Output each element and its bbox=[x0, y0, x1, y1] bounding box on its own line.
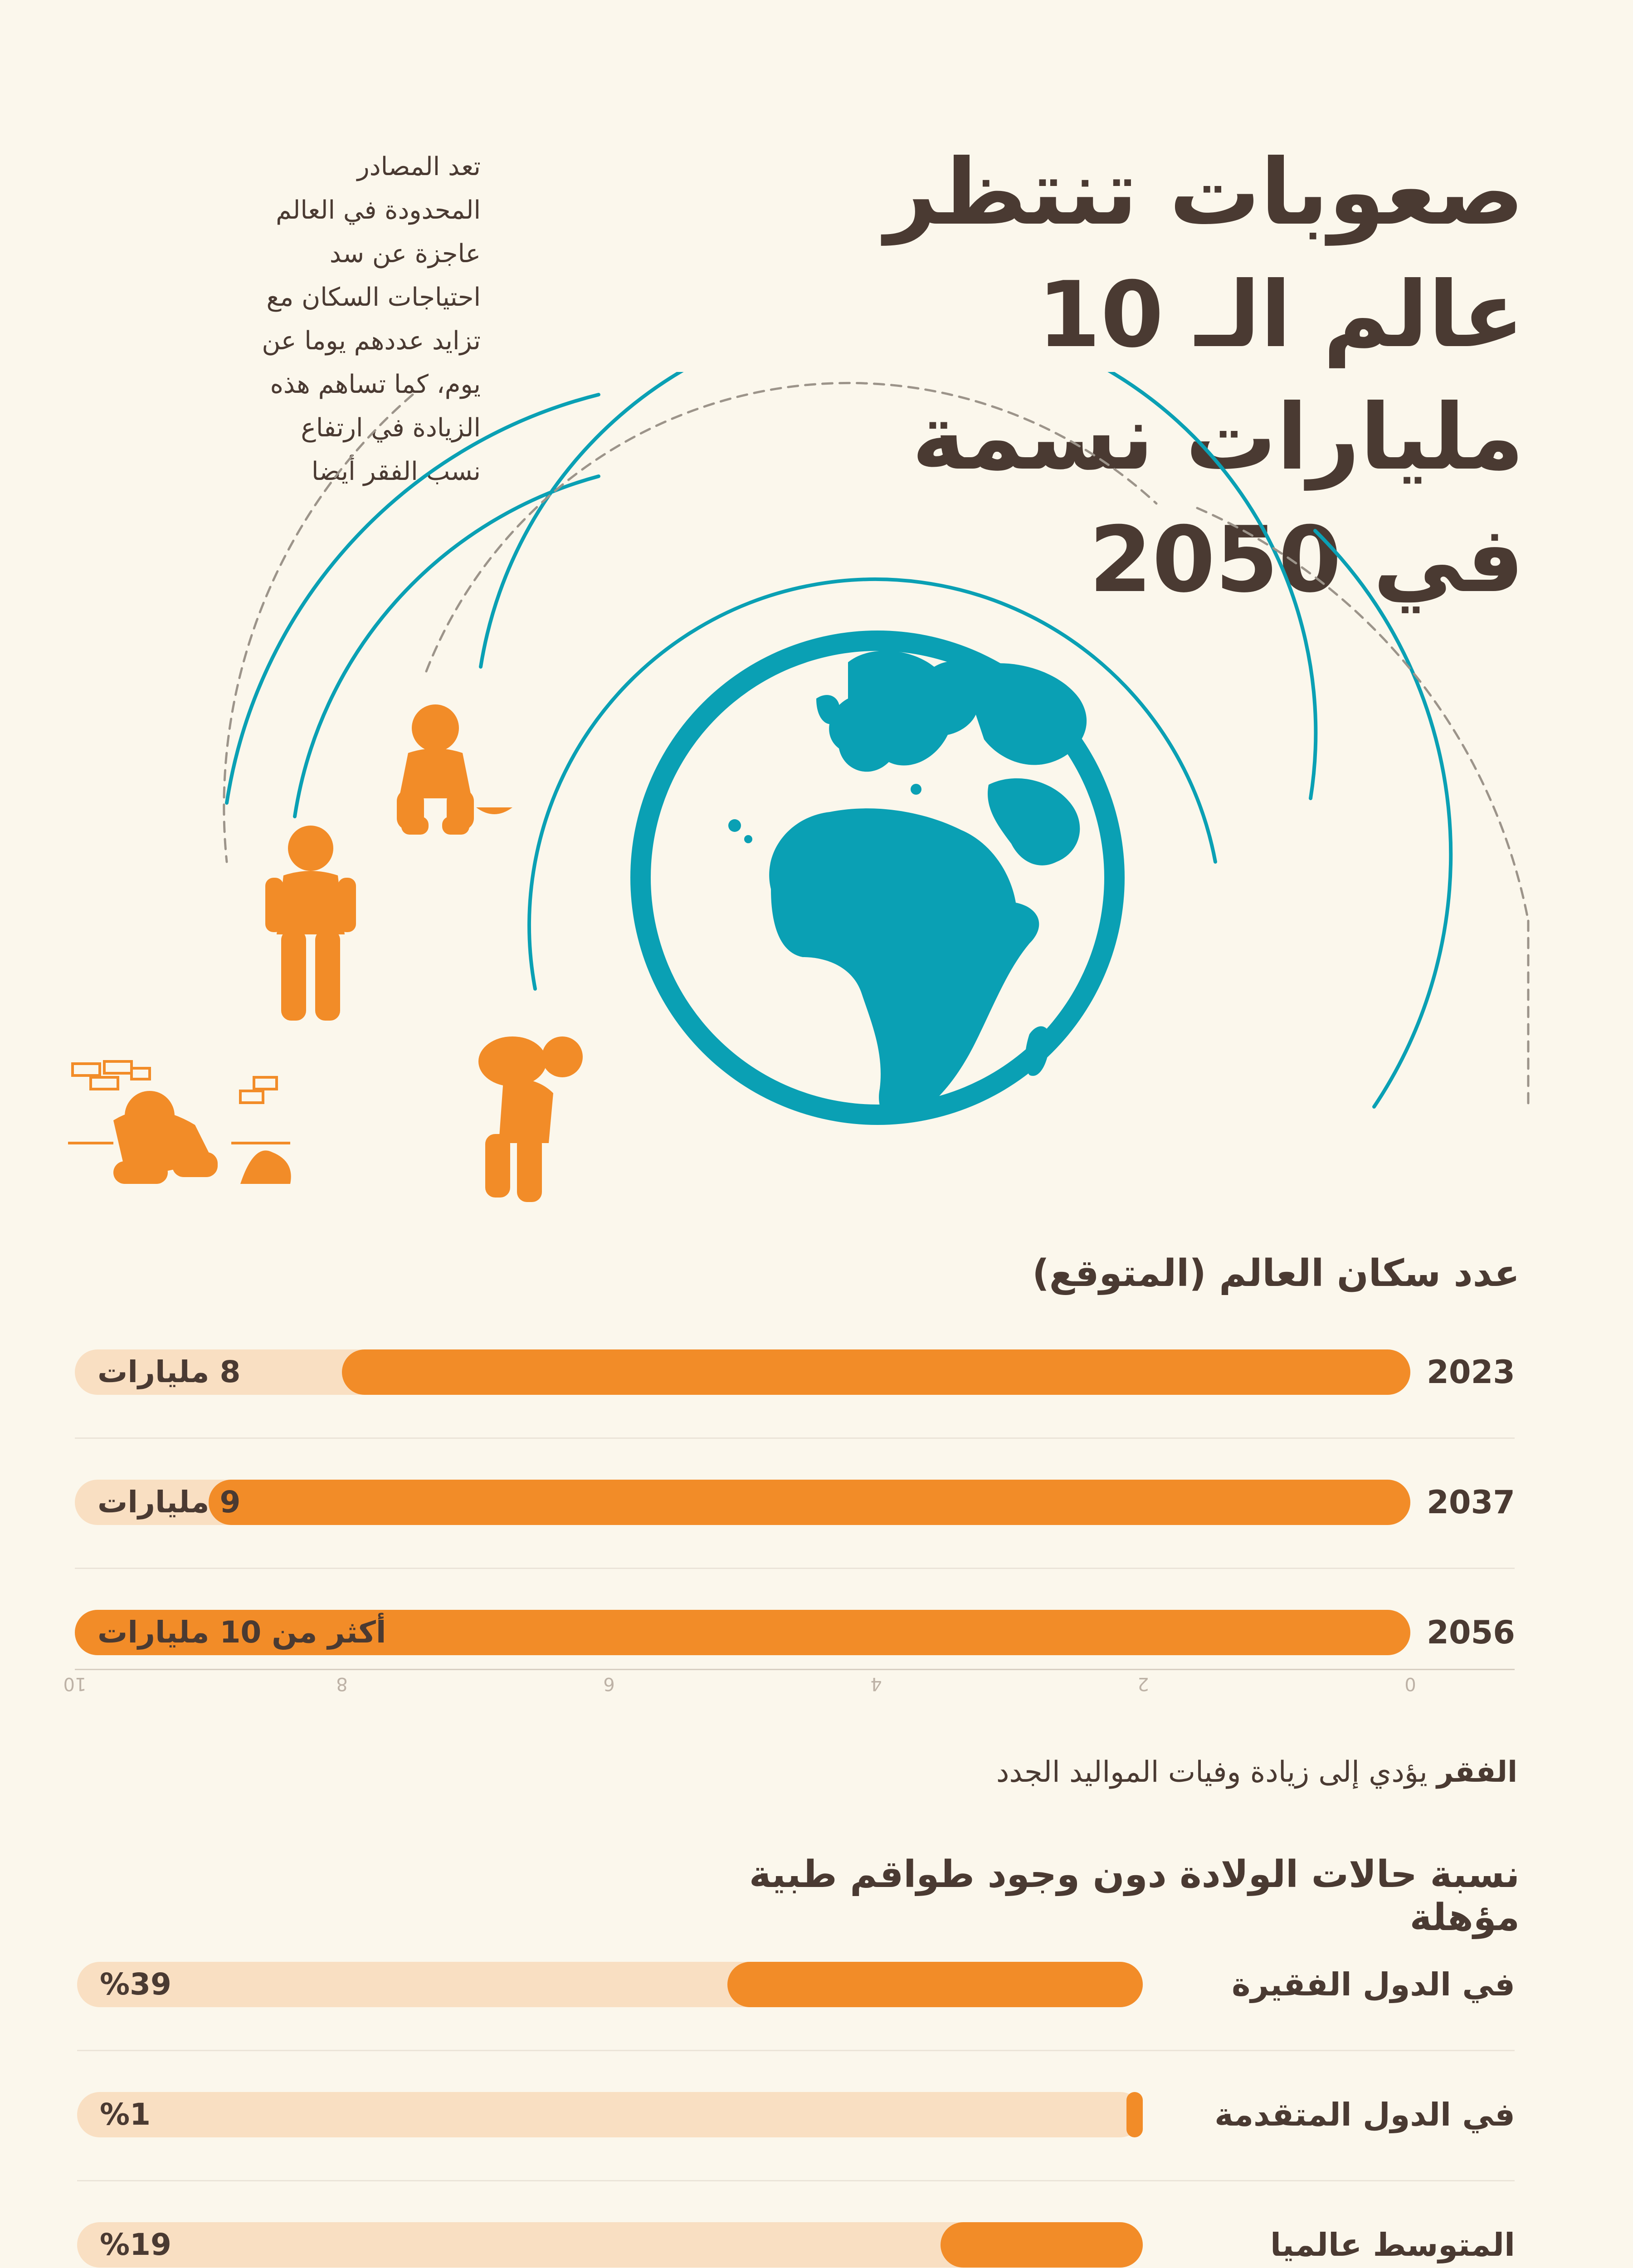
title-line-1: صعوبات تنتظر bbox=[885, 140, 1524, 245]
population-tick-label: 10 bbox=[63, 1673, 87, 1694]
birth-value-label: %19 bbox=[100, 2227, 171, 2262]
note-text: يؤدي إلى زيادة وفيات المواليد الجدد bbox=[996, 1755, 1437, 1789]
birth-category-label: المتوسط عالميا bbox=[1270, 2226, 1515, 2263]
birth-bar bbox=[941, 2222, 1143, 2268]
population-tick-label: 0 bbox=[1404, 1673, 1416, 1694]
birth-category-label: في الدول الفقيرة bbox=[1232, 1966, 1515, 2003]
title-line-2: عالم الـ 10 مليارات نسمة bbox=[912, 262, 1524, 490]
population-tick-label: 4 bbox=[870, 1673, 882, 1694]
population-value-label: أكثر من 10 مليارات bbox=[97, 1615, 386, 1650]
population-value-label: 8 مليارات bbox=[97, 1354, 241, 1389]
population-category-label: 2056 bbox=[1427, 1614, 1515, 1651]
birth-row-separator bbox=[77, 2180, 1515, 2181]
intro-text: تعد المصادر المحدودة في العالم عاجزة عن سد احتياجات السكان مع تزايد عددهم يوما عن يوم، كما تساهم هذه الزيادة في ارتفاع نسب الفقر أيضا bbox=[262, 152, 481, 486]
population-tick-label: 6 bbox=[603, 1673, 615, 1694]
birth-category-label: في الدول المتقدمة bbox=[1214, 2096, 1515, 2133]
population-value-label: 9 مليارات bbox=[97, 1485, 241, 1520]
birth-value-label: %1 bbox=[100, 2097, 151, 2132]
birth-chart-title: نسبة حالات الولادة دون وجود طواقم طبية مؤهلة bbox=[749, 1853, 1520, 1939]
birth-bar bbox=[727, 1962, 1143, 2007]
population-chart-title: عدد سكان العالم (المتوقع) bbox=[1032, 1252, 1520, 1295]
birth-row-separator bbox=[77, 2050, 1515, 2051]
population-tick-label: 8 bbox=[336, 1673, 348, 1694]
population-category-label: 2037 bbox=[1427, 1484, 1515, 1521]
birth-bar bbox=[1126, 2092, 1143, 2137]
birth-bar-track bbox=[77, 2092, 1143, 2137]
population-tick-label: 2 bbox=[1137, 1673, 1149, 1694]
note-bold: الفقر bbox=[1437, 1755, 1517, 1789]
birth-value-label: %39 bbox=[100, 1967, 171, 2002]
title-line-3: في 2050 bbox=[1089, 507, 1524, 613]
population-category-label: 2023 bbox=[1427, 1354, 1515, 1391]
